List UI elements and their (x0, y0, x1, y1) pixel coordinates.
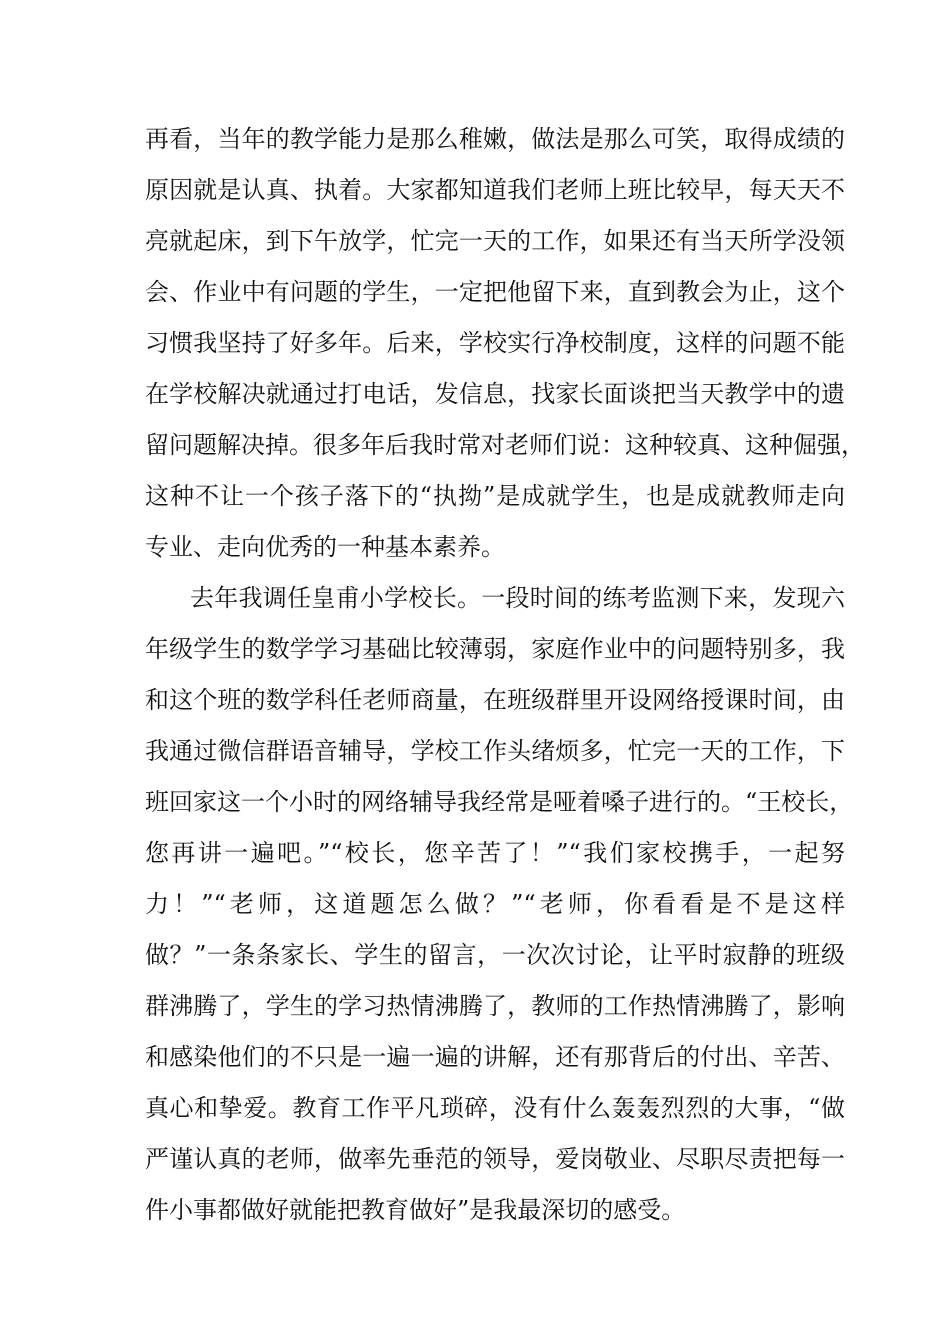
text-line: 去年我调任皇甫小学校长。一段时间的练考监测下来，发现六 (190, 584, 845, 612)
text-line: 力！”“老师，这道题怎么做？”“老师，你看看是不是这样 (145, 890, 845, 918)
text-line: 原因就是认真、执着。大家都知道我们老师上班比较早，每天天不 (145, 176, 845, 204)
text-line: 在学校解决就通过打电话，发信息，找家长面谈把当天教学中的遗 (145, 380, 845, 408)
text-line: 和感染他们的不只是一遍一遍的讲解，还有那背后的付出、辛苦、 (145, 1043, 845, 1071)
text-line: 做？”一条条家长、学生的留言，一次次讨论，让平时寂静的班级 (145, 941, 845, 969)
text-line: 您再讲一遍吧。”“校长，您辛苦了！”“我们家校携手，一起努 (145, 839, 845, 867)
text-line: 这种不让一个孩子落下的“执拗”是成就学生，也是成就教师走向 (145, 482, 845, 510)
text-line: 专业、走向优秀的一种基本素养。 (145, 533, 505, 561)
text-line: 真心和挚爱。教育工作平凡琐碎，没有什么轰轰烈烈的大事，“做 (145, 1094, 845, 1122)
paragraph-2 (145, 573, 854, 1236)
text-line: 班回家这一个小时的网络辅导我经常是哑着嗓子进行的。“王校长， (145, 788, 854, 816)
text-line: 亮就起床，到下午放学，忙完一天的工作，如果还有当天所学没领 (145, 227, 845, 255)
text-line: 群沸腾了，学生的学习热情沸腾了，教师的工作热情沸腾了，影响 (145, 992, 845, 1020)
text-line: 件小事都做好就能把教育做好”是我最深切的感受。 (145, 1196, 686, 1224)
text-line: 严谨认真的老师，做率先垂范的领导，爱岗敬业、尽职尽责把每一 (145, 1145, 845, 1173)
text-line: 我通过微信群语音辅导，学校工作头绪烦多，忙完一天的工作，下 (145, 737, 845, 765)
text-line: 和这个班的数学科任老师商量，在班级群里开设网络授课时间，由 (145, 686, 845, 714)
text-line: 习惯我坚持了好多年。后来，学校实行净校制度，这样的问题不能 (145, 329, 845, 357)
text-line: 年级学生的数学学习基础比较薄弱，家庭作业中的问题特别多，我 (145, 635, 845, 663)
text-line: 再看，当年的教学能力是那么稚嫩，做法是那么可笑，取得成绩的 (145, 125, 845, 153)
body-text (145, 114, 865, 1236)
text-line: 会、作业中有问题的学生，一定把他留下来，直到教会为止，这个 (145, 278, 845, 306)
paragraph-1 (145, 114, 865, 573)
text-line: 留问题解决掉。很多年后我时常对老师们说：这种较真、这种倔强， (145, 431, 865, 459)
